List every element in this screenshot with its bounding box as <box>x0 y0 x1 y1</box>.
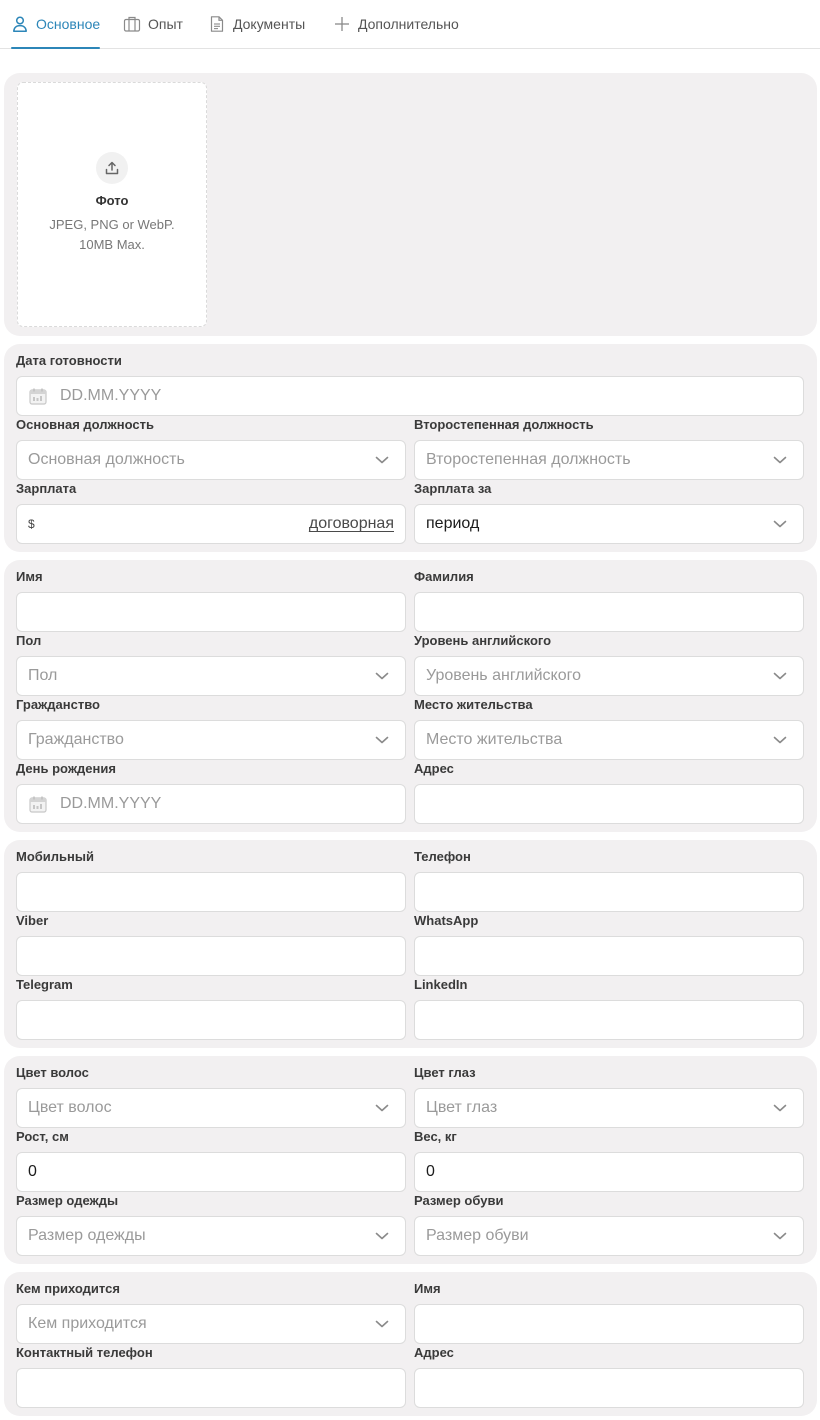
ready-date-label: Дата готовности <box>16 353 122 368</box>
telegram-label: Telegram <box>16 977 73 992</box>
weight-label: Вес, кг <box>414 1129 457 1144</box>
relation-label: Кем приходится <box>16 1281 120 1296</box>
clothing-size-placeholder: Размер одежды <box>28 1227 146 1244</box>
chevron-down-icon <box>771 731 789 749</box>
mobile-input[interactable] <box>16 872 406 912</box>
english-level-label: Уровень английского <box>414 633 552 648</box>
primary-position-select[interactable] <box>16 440 406 480</box>
emergency-phone-input[interactable] <box>16 1368 406 1408</box>
chevron-down-icon <box>771 1099 789 1117</box>
gender-select[interactable] <box>16 656 406 696</box>
clothing-size-label: Размер одежды <box>16 1193 119 1208</box>
eye-color-select[interactable] <box>414 1088 804 1128</box>
chevron-down-icon <box>373 1227 391 1245</box>
emergency-address-label: Адрес <box>414 1345 454 1360</box>
secondary-position-label: Второстепенная должность <box>414 417 594 432</box>
linkedin-input[interactable] <box>414 1000 804 1040</box>
address-label: Адрес <box>414 761 454 776</box>
linkedin-label: LinkedIn <box>414 977 468 992</box>
viber-label: Viber <box>16 913 49 928</box>
upload-icon <box>104 160 120 176</box>
weight-input[interactable] <box>414 1152 804 1192</box>
tab-label: Дополнительно <box>358 16 459 32</box>
negotiable-link[interactable]: договорная <box>308 515 394 532</box>
appearance-section <box>4 1056 817 1264</box>
first-name-label: Имя <box>16 569 43 584</box>
chevron-down-icon <box>373 1315 391 1333</box>
birthday-label: День рождения <box>16 761 116 776</box>
currency-symbol: $ <box>28 517 35 531</box>
eye-color-placeholder: Цвет глаз <box>426 1099 498 1116</box>
mobile-label: Мобильный <box>16 849 94 864</box>
eye-color-label: Цвет глаз <box>414 1065 476 1080</box>
salary-input[interactable] <box>16 504 406 544</box>
tab-bar <box>0 0 820 49</box>
whatsapp-input[interactable] <box>414 936 804 976</box>
height-input[interactable] <box>16 1152 406 1192</box>
clothing-size-select[interactable] <box>16 1216 406 1256</box>
address-input[interactable] <box>414 784 804 824</box>
shoe-size-select[interactable] <box>414 1216 804 1256</box>
ready-date-input[interactable] <box>16 376 804 416</box>
whatsapp-label: WhatsApp <box>414 913 479 928</box>
secondary-position-select[interactable] <box>414 440 804 480</box>
shoe-size-placeholder: Размер обуви <box>426 1227 529 1244</box>
hair-color-select[interactable] <box>16 1088 406 1128</box>
photo-hint: JPEG, PNG or WebP. 10MB Max. <box>49 217 175 252</box>
plus-icon <box>333 15 351 33</box>
height-value: 0 <box>28 1163 37 1180</box>
height-label: Рост, см <box>16 1129 69 1144</box>
phone-label: Телефон <box>414 849 471 864</box>
english-level-select[interactable] <box>414 656 804 696</box>
relation-select[interactable] <box>16 1304 406 1344</box>
secondary-position-placeholder: Второстепенная должность <box>426 451 631 468</box>
availability-section <box>4 344 817 552</box>
chevron-down-icon <box>771 1227 789 1245</box>
document-icon <box>208 15 226 33</box>
chevron-down-icon <box>373 451 391 469</box>
tab-label: Документы <box>233 16 306 32</box>
calendar-icon <box>28 386 48 406</box>
residence-select[interactable] <box>414 720 804 760</box>
emergency-contact-section <box>4 1272 817 1416</box>
hair-color-label: Цвет волос <box>16 1065 89 1080</box>
first-name-input[interactable] <box>16 592 406 632</box>
tab-label: Опыт <box>148 16 183 32</box>
birthday-placeholder: DD.MM.YYYY <box>60 795 162 812</box>
hair-color-placeholder: Цвет волос <box>28 1099 112 1116</box>
calendar-icon <box>28 794 48 814</box>
relation-placeholder: Кем приходится <box>28 1315 147 1332</box>
primary-position-label: Основная должность <box>16 417 154 432</box>
residence-label: Место жительства <box>414 697 533 712</box>
primary-position-placeholder: Основная должность <box>28 451 185 468</box>
tab-main[interactable] <box>11 0 100 48</box>
viber-input[interactable] <box>16 936 406 976</box>
tab-documents[interactable] <box>208 0 305 48</box>
gender-label: Пол <box>16 633 42 648</box>
salary-period-label: Зарплата за <box>414 481 492 496</box>
gender-placeholder: Пол <box>28 667 58 684</box>
photo-title: Фото <box>95 193 129 208</box>
contacts-section <box>4 840 817 1048</box>
citizenship-select[interactable] <box>16 720 406 760</box>
salary-period-value: период <box>426 515 480 532</box>
salary-label: Зарплата <box>16 481 77 496</box>
photo-section <box>4 73 817 336</box>
personal-section <box>4 560 817 832</box>
telegram-input[interactable] <box>16 1000 406 1040</box>
tab-experience[interactable] <box>123 0 183 48</box>
chevron-down-icon <box>771 515 789 533</box>
briefcase-icon <box>123 15 141 33</box>
emergency-phone-label: Контактный телефон <box>16 1345 153 1360</box>
chevron-down-icon <box>373 731 391 749</box>
emergency-name-input[interactable] <box>414 1304 804 1344</box>
citizenship-label: Гражданство <box>16 697 100 712</box>
residence-placeholder: Место жительства <box>426 731 563 748</box>
upload-button[interactable] <box>96 152 128 184</box>
tab-label: Основное <box>36 16 101 32</box>
chevron-down-icon <box>771 451 789 469</box>
salary-period-select[interactable] <box>414 504 804 544</box>
last-name-input[interactable] <box>414 592 804 632</box>
chevron-down-icon <box>373 1099 391 1117</box>
chevron-down-icon <box>373 667 391 685</box>
emergency-address-input[interactable] <box>414 1368 804 1408</box>
shoe-size-label: Размер обуви <box>414 1193 504 1208</box>
birthday-input[interactable] <box>16 784 406 824</box>
last-name-label: Фамилия <box>414 569 474 584</box>
weight-value: 0 <box>426 1163 435 1180</box>
user-icon <box>11 15 29 33</box>
ready-date-placeholder: DD.MM.YYYY <box>60 387 162 404</box>
photo-upload-dropzone[interactable] <box>17 82 207 327</box>
emergency-name-label: Имя <box>414 1281 441 1296</box>
english-level-placeholder: Уровень английского <box>426 667 581 684</box>
chevron-down-icon <box>771 667 789 685</box>
tab-additional[interactable] <box>333 0 459 48</box>
phone-input[interactable] <box>414 872 804 912</box>
citizenship-placeholder: Гражданство <box>28 731 124 748</box>
